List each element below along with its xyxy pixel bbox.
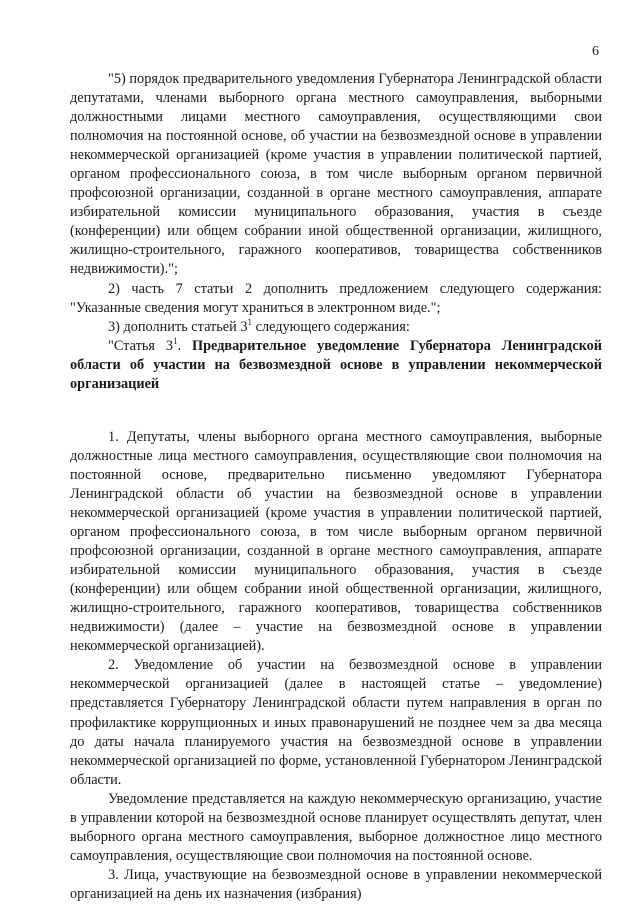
paragraph-item-3-amendment bbox=[70, 318, 602, 337]
article-paragraph-1: 1. Депутаты, члены выборного органа местного самоуправления, выборные должностные лица местного самоуправления, осуществляющие свои полномочия на постоянной основе, предварительно письменно уведомляют Губернатора Ленинградской области об участии на безвозмездной основе в управлении некоммерческой организацией (кроме участия в управлении политической партией, органом профессионального союза, в том числе выборным органом первичной профсоюзной организации, созданной в органе местного самоуправления, аппарате избирательной комиссии муниципального образования, участия в съезде (конференции) или общем собрании иной общественной организации, жилищного, жилищно-строительного, гаражного кооперативов, товарищества собственников недвижимости) (далее – участие на безвозмездной основе в управлении некоммерческой организацией). bbox=[70, 428, 602, 655]
page-number: 6 bbox=[592, 44, 599, 59]
paragraph-item-3-tail: следующего содержания: bbox=[252, 318, 410, 335]
spacer bbox=[70, 394, 602, 428]
article-paragraph-2-cont: Уведомление представляется на каждую некоммерческую организацию, участие в управлении которой на безвозмездной основе планирует осуществлять депутат, член выборного органа местного самоуправления, выборное должностное лицо местного самоуправления, осуществляющие свои полномочия на постоянной основе. bbox=[70, 790, 602, 864]
document-body bbox=[70, 70, 602, 904]
paragraph-item-5: "5) порядок предварительного уведомления Губернатора Ленинградской области депутатами, членами выборного органа местного самоуправления, выборными должностными лицами местного самоуправления, осуществляющими свои полномочия на постоянной основе, об участии на безвозмездной основе в управлении некоммерческой организацией (кроме участия в управлении политической партией, органом профессионального союза, в том числе выборным органом первичной профсоюзной организации, созданной в органе местного самоуправления, аппарате избирательной комиссии муниципального образования, участия в съезде (конференции) или общем собрании иной общественной организации, жилищного, жилищно-строительного, гаражного кооперативов, товарищества собственников недвижимости)."; bbox=[70, 71, 602, 278]
paragraph-item-3-text: 3) дополнить статьей 3 bbox=[108, 318, 248, 335]
article-heading-number: "Статья 3 bbox=[108, 337, 173, 354]
article-paragraph-2: 2. Уведомление об участии на безвозмездной основе в управлении некоммерческой организацией (далее в настоящей статье – уведомление) представляется Губернатору Ленинградской области путем направления в орган по профилактике коррупционных и иных правонарушений не позднее чем за два месяца до даты начала планируемого участия на безвозмездной основе в управлении некоммерческой организацией по форме, установленной Губернатором Ленинградской области. bbox=[70, 657, 602, 788]
article-heading-title: Предварительное уведомление Губернатора Ленинградской области об участии на безвозмездной основе в управлении некоммерческой организацией bbox=[70, 337, 603, 392]
article-heading-dot: . bbox=[177, 337, 192, 354]
article-superscript: 1 bbox=[247, 316, 253, 327]
article-heading bbox=[70, 337, 602, 394]
paragraph-item-2-amendment: 2) часть 7 статьи 2 дополнить предложением следующего содержания: "Указанные сведения могут храниться в электронном виде."; bbox=[70, 280, 602, 316]
article-heading-superscript: 1 bbox=[172, 335, 178, 346]
article-paragraph-3: 3. Лица, участвующие на безвозмездной основе в управлении некоммерческой организацией на день их назначения (избрания) bbox=[70, 866, 602, 902]
